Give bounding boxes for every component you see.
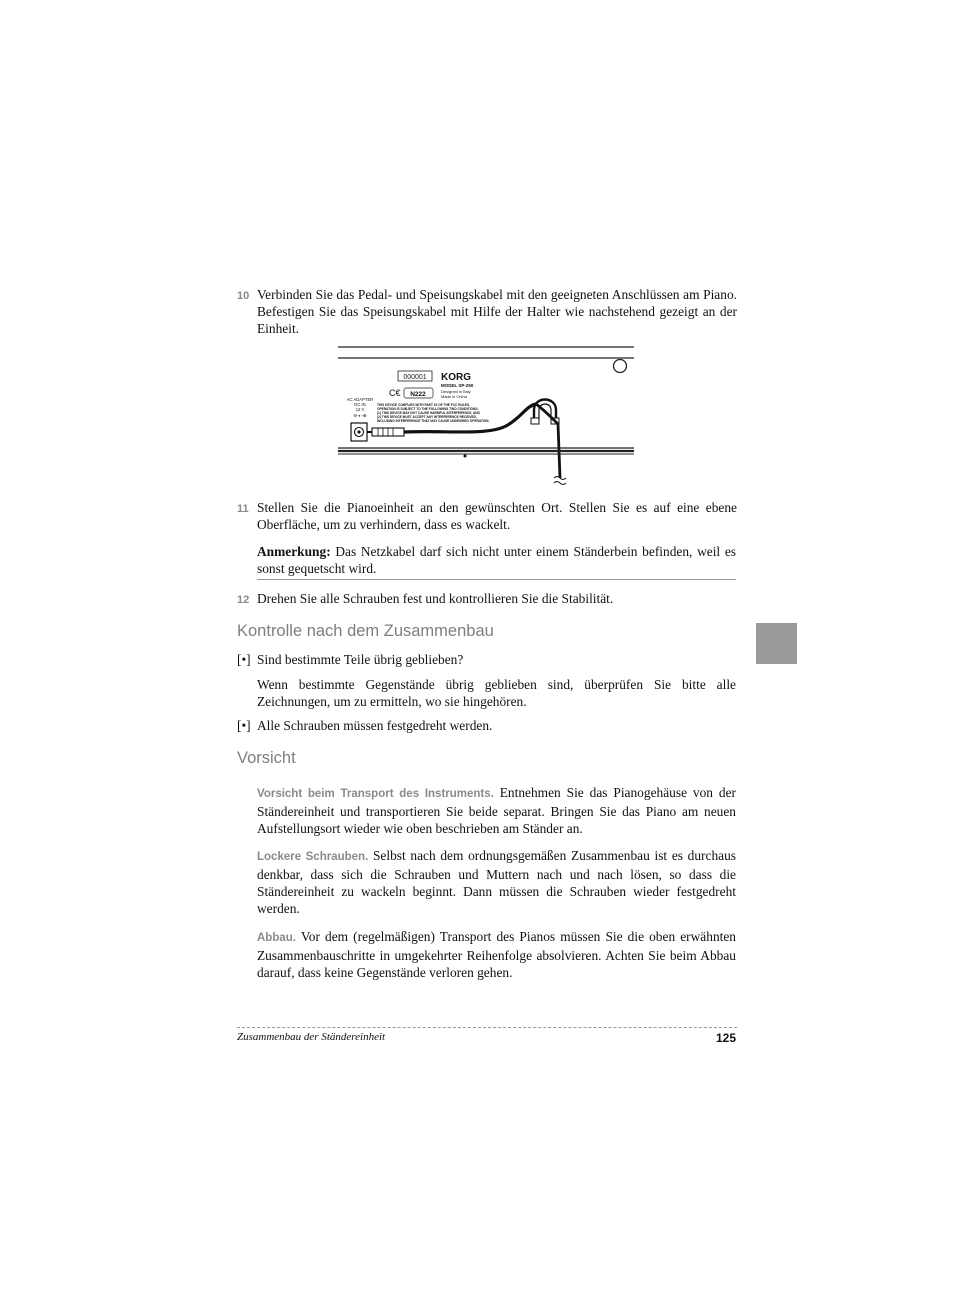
checklist-explanation: Wenn bestimmte Gegenstände übrig geblieben sind, überprüfen Sie bitte alle Zeichnungen, um zu ermitteln, wo sie hingehören.	[257, 677, 736, 709]
cable-connection-illustration	[336, 344, 636, 486]
adapter-label-2: DC IN	[354, 402, 366, 407]
note-label: Anmerkung:	[257, 544, 331, 559]
step-text: Stellen Sie die Pianoeinheit an den gewünschten Ort. Stellen Sie es auf eine ebene Oberfläche, um zu verhindern, dass es wackelt.	[257, 500, 737, 532]
fcc-line: (1) THIS DEVICE MAY NOT CAUSE HARMFUL INTERFERENCE, AND	[377, 411, 480, 415]
n222-mark: N222	[410, 391, 426, 398]
runin-heading: Abbau.	[257, 932, 296, 944]
footer-divider	[237, 1027, 737, 1028]
screw-hole-icon	[614, 360, 627, 373]
fcc-line: OPERATION IS SUBJECT TO THE FOLLOWING TWO CONDITIONS:	[377, 407, 479, 411]
caution-paragraph-screws	[257, 847, 736, 917]
fcc-line: INCLUDING INTERFERENCE THAT MAY CAUSE UNDESIRED OPERATION.	[377, 419, 490, 423]
bullet-mark: [•]	[237, 718, 251, 733]
step-number: 12	[237, 594, 250, 606]
adapter-label-3: 12 V	[355, 407, 365, 412]
step-10	[237, 286, 737, 337]
runin-heading: Lockere Schrauben.	[257, 851, 369, 863]
checklist-item	[237, 651, 737, 668]
checklist-text: Alle Schrauben müssen festgedreht werden.	[257, 718, 493, 733]
note-text: Das Netzkabel darf sich nicht unter einem Ständerbein befinden, weil es sonst gequetscht wird.	[257, 544, 736, 576]
step-number: 10	[237, 290, 250, 302]
footer-title: Zusammenbau der Ständereinheit	[237, 1031, 386, 1043]
made-label: Made in China	[441, 394, 467, 399]
caution-paragraph-disassembly	[257, 928, 736, 981]
section-heading-caution: Vorsicht	[237, 749, 296, 767]
fcc-line: THIS DEVICE COMPLIES WITH PART 15 OF THE FCC RULES.	[377, 403, 470, 407]
runin-heading: Vorsicht beim Transport des Instruments.	[257, 788, 494, 800]
step-12	[237, 590, 737, 607]
svg-text:⊖-◐-⊕: ⊖-◐-⊕	[353, 413, 367, 418]
designed-label: Designed in Italy	[441, 389, 471, 394]
caution-paragraph-transport	[257, 784, 736, 837]
chapter-side-tab	[756, 623, 797, 664]
page-number: 125	[715, 1031, 736, 1045]
step-text: Drehen Sie alle Schrauben fest und kontrollieren Sie die Stabilität.	[257, 591, 614, 606]
step-number: 11	[237, 503, 249, 515]
step-text: Verbinden Sie das Pedal- und Speisungskabel mit den geeigneten Anschlüssen am Piano. Befestigen Sie das Speisungskabel mit Hilfe der Halter wie nachstehend gezeigt an der Einheit.	[257, 287, 737, 336]
checklist-text: Sind bestimmte Teile übrig geblieben?	[257, 652, 464, 667]
caution-text: Entnehmen Sie das Pianogehäuse von der Ständereinheit und transportieren Sie beide separat. Bringen Sie das Piano am neuen Aufstellungsort wieder wie oben beschrieben am Ständer an.	[257, 785, 736, 836]
korg-logo: KORG	[441, 372, 471, 383]
serial-number: 000001	[403, 374, 427, 381]
bullet-mark: [•]	[237, 652, 251, 667]
section-heading-check: Kontrolle nach dem Zusammenbau	[237, 622, 494, 640]
note-box	[257, 543, 736, 580]
adapter-label-1: AC ADAPTER	[346, 397, 374, 402]
fcc-line: (2) THIS DEVICE MUST ACCEPT ANY INTERFERENCE RECEIVED,	[377, 415, 477, 419]
step-11	[237, 499, 737, 533]
model-label: MODEL SP-250	[441, 383, 474, 388]
ce-mark: C€	[389, 388, 401, 398]
caution-text: Vor dem (regelmäßigen) Transport des Pianos müssen Sie die oben erwähnten Zusammenbauschritte in umgekehrter Reihenfolge absolvieren. Achten Sie beim Abbau darauf, dass keine Gegenstände verloren gehen.	[257, 929, 736, 980]
caution-text: Selbst nach dem ordnungsgemäßen Zusammenbau ist es durchaus denkbar, dass sich die Schrauben und Muttern nach und nach lösen, so dass die Ständereinheit zu wackeln beginnt. Dann müssen die Schrauben wieder festgedreht werden.	[257, 848, 736, 916]
checklist-item	[237, 717, 737, 734]
